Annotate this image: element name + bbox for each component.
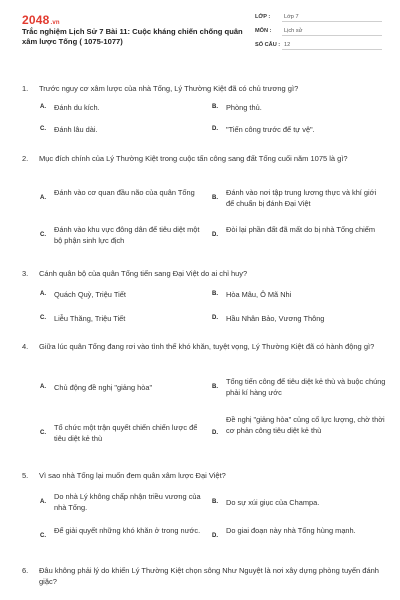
option-text: Hầu Nhân Bảo, Vương Thông: [226, 314, 325, 323]
option-text: Đánh vào cơ quan đầu não của quân Tống: [54, 188, 195, 197]
option-letter: C.: [40, 232, 46, 238]
option-letter: A.: [40, 291, 46, 297]
option-letter: D.: [212, 232, 218, 238]
question-5: [0, 470, 400, 560]
option-text: Đánh vào khu vực đông dân để tiêu diệt một bộ phận sinh lực địch: [54, 225, 200, 245]
option-text: Phòng thủ.: [226, 103, 262, 112]
question-text: Cánh quân bộ của quân Tống tiến sang Đại Việt do ai chỉ huy?: [39, 269, 248, 278]
quiz-title: Trắc nghiệm Lịch Sử 7 Bài 11: Cuộc kháng chiến chống quân xâm lược Tống ( 1075-1077): [22, 27, 243, 46]
meta-label: MÔN :: [255, 28, 272, 34]
option-text: "Tiến công trước để tự vệ".: [226, 125, 315, 134]
site-logo[interactable]: [22, 13, 60, 27]
question-text: Trước nguy cơ xâm lược của nhà Tống, Lý Thường Kiệt đã có chủ trương gì?: [39, 84, 299, 93]
meta-value: Lịch sử: [282, 28, 382, 36]
option-text: Hòa Mâu, Ô Mã Nhi: [226, 290, 292, 299]
option-letter: D.: [212, 533, 218, 539]
option-letter: B.: [212, 104, 218, 110]
question-number: 1.: [22, 84, 29, 93]
question-number: 3.: [22, 269, 29, 278]
option-letter: A.: [40, 499, 46, 505]
option-text: Đánh lâu dài.: [54, 125, 98, 134]
option-letter: B.: [212, 384, 218, 390]
meta-row-count: [255, 42, 383, 56]
option-text: Do giai đoạn này nhà Tống hùng mạnh.: [226, 526, 356, 535]
option-letter: A.: [40, 384, 46, 390]
meta-label: SỐ CÂU :: [255, 42, 281, 48]
option-letter: C.: [40, 315, 46, 321]
option-text: Tổ chức một trận quyết chiến chiến lược để tiêu diệt kẻ thù: [54, 423, 198, 443]
option-letter: B.: [212, 195, 218, 201]
question-text: Giữa lúc quân Tống đang rơi vào tình thế khó khăn, tuyệt vọng, Lý Thường Kiệt đã có hành động gì?: [39, 342, 375, 351]
question-text: Vì sao nhà Tống lại muốn đem quân xâm lược Đại Việt?: [39, 471, 226, 480]
option-letter: B.: [212, 499, 218, 505]
meta-label: LỚP :: [255, 14, 271, 20]
quiz-meta: [255, 14, 383, 56]
option-text: Đòi lại phần đất đã mất do bị nhà Tống chiếm: [226, 225, 376, 234]
option-text: Do sự xúi giục của Champa.: [226, 498, 320, 507]
question-text: Mục đích chính của Lý Thường Kiệt trong cuộc tấn công sang đất Tống cuối năm 1075 là gì?: [39, 154, 348, 163]
option-letter: D.: [212, 430, 218, 436]
option-text: Đánh vào nơi tập trung lương thực và khí giới để chuẩn bị đánh Đại Việt: [226, 188, 377, 208]
page-header: [0, 0, 400, 62]
option-text: Để giải quyết những khó khăn ở trong nước.: [54, 526, 201, 535]
option-letter: D.: [212, 126, 218, 132]
option-text: Quách Quỳ, Triệu Tiết: [54, 290, 126, 299]
question-number: 4.: [22, 342, 29, 351]
question-number: 2.: [22, 154, 29, 163]
question-number: 6.: [22, 566, 29, 575]
question-2: [0, 153, 400, 253]
question-1: [0, 83, 400, 143]
option-letter: B.: [212, 291, 218, 297]
option-letter: C.: [40, 533, 46, 539]
question-4: [0, 341, 400, 451]
meta-row-class: [255, 14, 383, 28]
option-letter: A.: [40, 195, 46, 201]
option-text: Chủ động đề nghị "giảng hòa": [54, 383, 153, 392]
question-6: [0, 565, 400, 595]
option-text: Đánh du kích.: [54, 103, 100, 112]
option-letter: C.: [40, 430, 46, 436]
logo-main: 2048: [22, 13, 50, 27]
meta-value: Lớp 7: [282, 14, 382, 22]
option-letter: D.: [212, 315, 218, 321]
question-number: 5.: [22, 471, 29, 480]
option-letter: C.: [40, 126, 46, 132]
option-text: Do nhà Lý không chấp nhận triều vương của nhà Tống.: [54, 492, 201, 512]
option-letter: A.: [40, 104, 46, 110]
meta-value: 12: [282, 42, 382, 50]
option-text: Tổng tiến công để tiêu diệt kẻ thù và buộc chúng phải kí hàng ước: [226, 377, 386, 397]
question-text: Đâu không phải lý do khiến Lý Thường Kiệt chọn sông Như Nguyệt là nơi xây dựng phòng tuyến đánh giặc?: [39, 566, 379, 586]
question-3: [0, 268, 400, 328]
logo-suffix: .vn: [50, 20, 60, 26]
option-text: Đề nghị "giảng hòa" củng cố lực lượng, chờ thời cơ phản công tiêu diệt kẻ thù: [226, 415, 385, 435]
meta-row-subject: [255, 28, 383, 42]
option-text: Liễu Thăng, Triệu Tiết: [54, 314, 126, 323]
